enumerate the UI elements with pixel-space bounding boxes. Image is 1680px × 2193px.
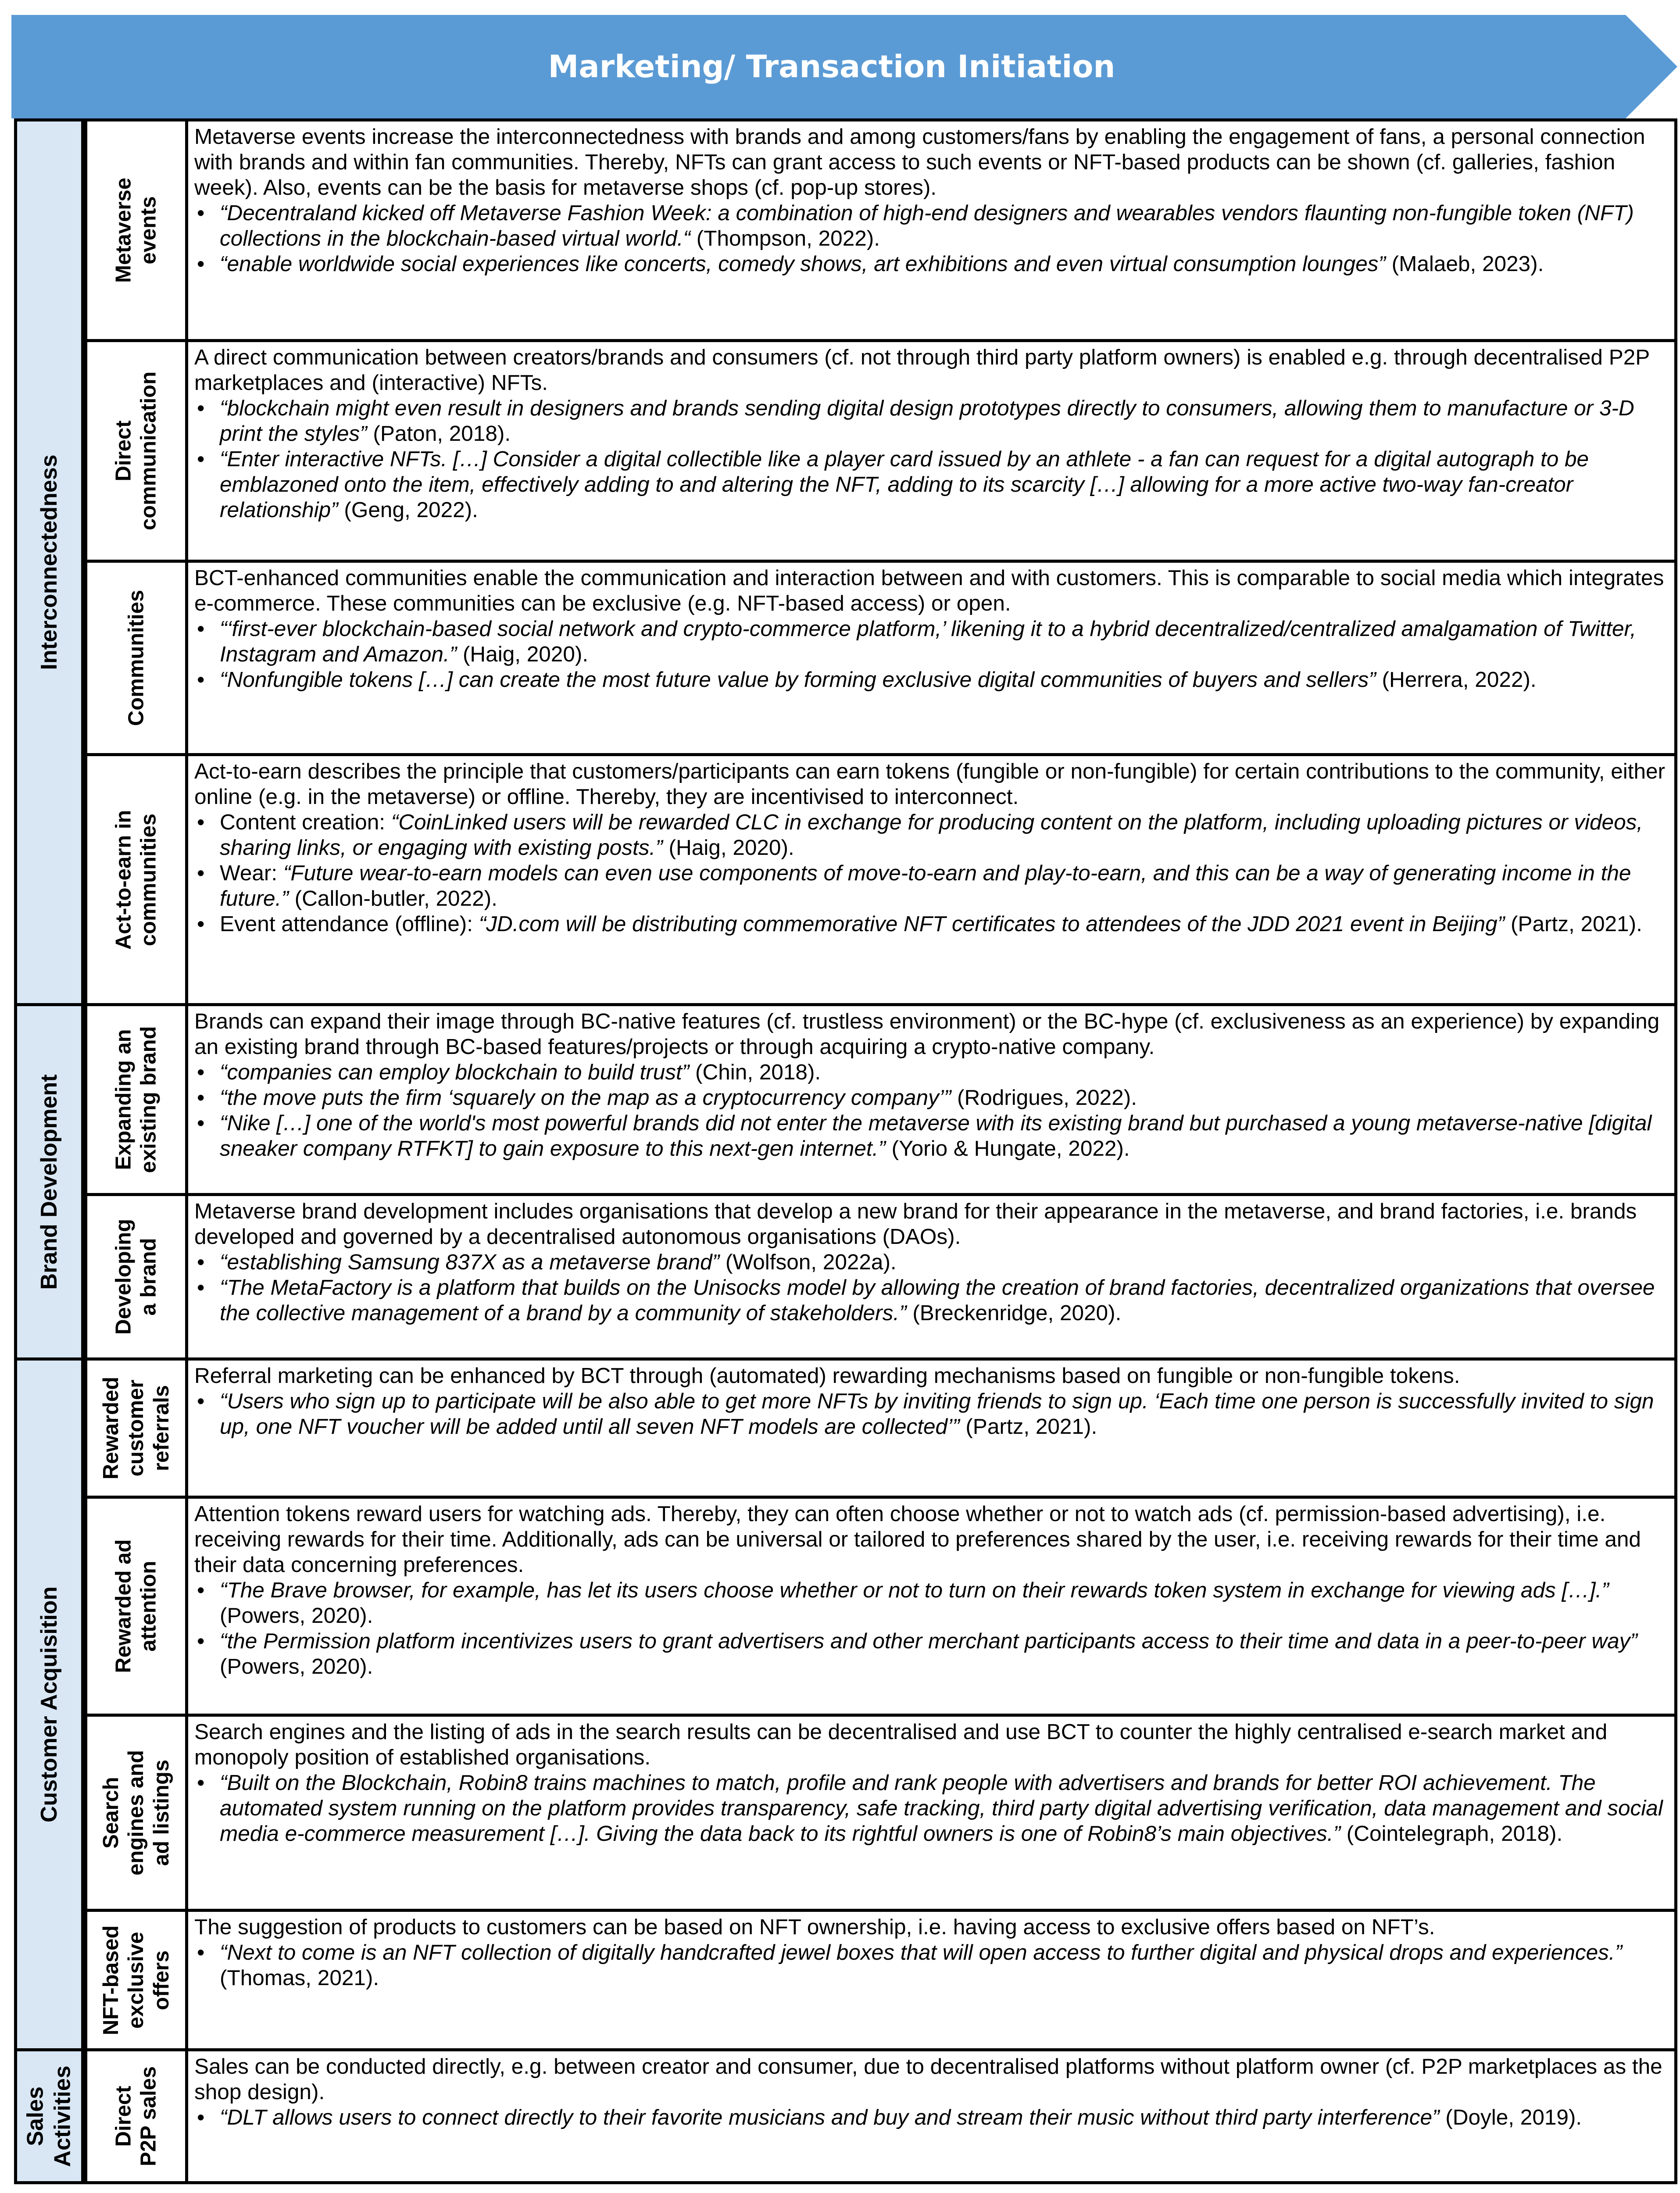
subcategory-cell: [84, 1003, 188, 1196]
table-row-rewarded-referrals: [84, 1357, 1677, 1499]
quote-list: [194, 396, 1668, 523]
description-cell: [185, 118, 1677, 342]
list-item: • “Next to come is an NFT collection of digitally handcrafted jewel boxes that will open access to further digital and physical drops and experiences.” (Thomas, 2021).: [220, 1940, 1668, 1991]
subcategory-cell: [84, 2048, 188, 2184]
list-item: • “Nike […] one of the world's most powerful brands did not enter the metaverse with its existing brand but purchased a young metaverse-native [digital sneaker company RTFKT] to gain exposure to this next-gen internet.” (Yorio & Hungate, 2022).: [220, 1111, 1668, 1161]
subcategory-cell: [84, 1714, 188, 1912]
list-item: • “The Brave browser, for example, has let its users choose whether or not to turn on their rewards token system in exchange for viewing ads […].” (Powers, 2020).: [220, 1578, 1668, 1629]
category-label: Customer Acquisition: [36, 1586, 62, 1823]
table-row-nft-exclusive-offers: [84, 1909, 1677, 2051]
quote-list: [194, 616, 1668, 693]
subcategory-cell: [84, 1909, 188, 2051]
table-row-metaverse-events: [84, 118, 1677, 342]
quote-list: [194, 1060, 1668, 1161]
list-item: • “Built on the Blockchain, Robin8 trains machines to match, profile and rank people with advertisers and brands for better ROI achievement. The automated system running on the platform provides transparency, safe tracking, third party digital advertising verification, data management and social media e-commerce measurement […]. Giving the data back to its rightful owners is one of Robin8’s main objectives.” (Cointelegraph, 2018).: [220, 1770, 1668, 1847]
subcategory-label: Act-to-earn in communities: [111, 810, 161, 950]
subcategory-cell: [84, 1357, 188, 1499]
description-text: A direct communication between creators/brands and consumers (cf. not through third party platform owners) is enabled e.g. through decentralised P2P marketplaces and (interactive) NFTs.: [194, 345, 1650, 395]
list-item: • Content creation: “CoinLinked users will be rewarded CLC in exchange for producing content on the platform, including uploading pictures or videos, sharing links, or engaging with existing posts.” (Haig, 2020).: [220, 810, 1668, 861]
list-item: • “establishing Samsung 837X as a metaverse brand” (Wolfson, 2022a).: [220, 1250, 1668, 1275]
table-row-act-to-earn: [84, 753, 1677, 1006]
category-label: Interconnectedness: [36, 454, 62, 670]
description-text: BCT-enhanced communities enable the communication and interaction between and with customers. This is comparable to social media which integrates e-commerce. These communities can be exclusive (e.g. NFT-based access) or open.: [194, 566, 1664, 615]
table-row-communities: [84, 560, 1677, 756]
category-interconnectedness: [14, 118, 84, 1006]
subcategory-label: Search engines and ad listings: [99, 1750, 173, 1875]
description-cell: [185, 1003, 1677, 1196]
table-row-rewarded-ad-attention: [84, 1496, 1677, 1717]
description-text: The suggestion of products to customers can be based on NFT ownership, i.e. having access to exclusive offers based on NFT’s.: [194, 1915, 1435, 1939]
description-text: Metaverse brand development includes organisations that develop a new brand for their appearance in the metaverse, and brand factories, i.e. brands developed and governed by a decentralised autonomous organisations (DAOs).: [194, 1199, 1637, 1249]
subcategory-label: NFT-based exclusive offers: [99, 1925, 173, 2035]
subcategory-label: Developing a brand: [111, 1218, 161, 1335]
table-row-search-engines: [84, 1714, 1677, 1912]
list-item: • Event attendance (offline): “JD.com will be distributing commemorative NFT certificates to attendees of the JDD 2021 event in Beijing” (Partz, 2021).: [220, 911, 1668, 937]
description-text: Referral marketing can be enhanced by BCT through (automated) rewarding mechanisms based on fungible or non-fungible tokens.: [194, 1364, 1460, 1388]
list-item: • “companies can employ blockchain to build trust” (Chin, 2018).: [220, 1060, 1668, 1085]
subcategory-label: Direct P2P sales: [111, 2066, 161, 2166]
quote-list: [194, 2105, 1668, 2130]
list-item: • “enable worldwide social experiences like concerts, comedy shows, art exhibitions and even virtual consumption lounges” (Malaeb, 2023).: [220, 251, 1668, 277]
table-row-direct-communication: [84, 339, 1677, 563]
subcategory-label: Direct communication: [111, 371, 161, 531]
description-cell: [185, 1193, 1677, 1361]
table-row-direct-p2p-sales: [84, 2048, 1677, 2184]
subcategory-cell: [84, 118, 188, 342]
category-column: [14, 118, 84, 2184]
description-cell: [185, 560, 1677, 756]
description-text: Act-to-earn describes the principle that customers/participants can earn tokens (fungible or non-fungible) for certain contributions to the community, either online (e.g. in the metaverse) or offline. Thereby, they are incentivised to interconnect.: [194, 759, 1666, 809]
description-cell: [185, 2048, 1677, 2184]
description-cell: [185, 1714, 1677, 1912]
description-cell: [185, 753, 1677, 1006]
list-item: • “Users who sign up to participate will be also able to get more NFTs by inviting friends to sign up. ‘Each time one person is successfully invited to sign up, one NFT voucher will be added until all seven NFT models are collected’” (Partz, 2021).: [220, 1389, 1668, 1439]
list-item: • “‘first-ever blockchain-based social network and crypto-commerce platform,’ likening it to a hybrid decentralized/centralized amalgamation of Twitter, Instagram and Amazon.” (Haig, 2020).: [220, 616, 1668, 667]
description-cell: [185, 1909, 1677, 2051]
subcategory-cell: [84, 560, 188, 756]
category-customer-acquisition: [14, 1357, 84, 2051]
description-text: Attention tokens reward users for watching ads. Thereby, they can often choose whether or not to watch ads (cf. permission-based advertising), i.e. receiving rewards for their time. Additionally, ads can be universal or tailored to preferences shared by the user, i.e. receiving rewards for their time and their data concerning preferences.: [194, 1502, 1641, 1577]
quote-list: [194, 1578, 1668, 1679]
category-label: Brand Development: [36, 1074, 62, 1290]
category-sales-activities: [14, 2048, 84, 2184]
list-item: • “The MetaFactory is a platform that builds on the Unisocks model by allowing the creation of brand factories, decentralized organizations that oversee the collective management of a brand by a community of stakeholders.” (Breckenridge, 2020).: [220, 1275, 1668, 1326]
table-row-developing-brand: [84, 1193, 1677, 1361]
quote-list: [194, 1770, 1668, 1847]
page-title: Marketing/ Transaction Initiation: [548, 49, 1115, 85]
subcategory-cell: [84, 339, 188, 563]
list-item: • “the Permission platform incentivizes users to grant advertisers and other merchant participants access to their time and data in a peer-to-peer way” (Powers, 2020).: [220, 1629, 1668, 1679]
subcategory-cell: [84, 1193, 188, 1361]
quote-list: [194, 1389, 1668, 1439]
category-brand-development: [14, 1003, 84, 1361]
subcategory-label: Metaverse events: [111, 178, 161, 283]
list-item: • Wear: “Future wear-to-earn models can even use components of move-to-earn and play-to-earn, and this can be a way of generating income in the future.” (Callon-butler, 2022).: [220, 861, 1668, 911]
description-text: Search engines and the listing of ads in the search results can be decentralised and use BCT to counter the highly centralised e-search market and monopoly position of established organisations.: [194, 1720, 1608, 1769]
description-text: Sales can be conducted directly, e.g. between creator and consumer, due to decentralised platforms without platform owner (cf. P2P marketplaces as the shop design).: [194, 2054, 1662, 2104]
quote-list: [194, 1940, 1668, 1991]
category-label: Sales Activities: [22, 2065, 75, 2167]
subcategory-label: Rewarded ad attention: [111, 1539, 161, 1673]
quote-list: [194, 200, 1668, 277]
description-cell: [185, 1357, 1677, 1499]
subcategory-label: Expanding an existing brand: [111, 1026, 161, 1173]
subcategory-cell: [84, 753, 188, 1006]
content-table: [84, 118, 1677, 2184]
table-row-expanding-brand: [84, 1003, 1677, 1196]
description-cell: [185, 339, 1677, 563]
quote-list: [194, 1250, 1668, 1326]
list-item: • “Nonfungible tokens […] can create the most future value by forming exclusive digital communities of buyers and sellers” (Herrera, 2022).: [220, 667, 1668, 693]
description-cell: [185, 1496, 1677, 1717]
quote-list: [194, 810, 1668, 937]
header-banner: [11, 15, 1677, 118]
description-text: Metaverse events increase the interconnectedness with brands and among customers/fans by enabling the engagement of fans, a personal connection with brands and within fan communities. Thereby, NFTs can grant access to such events or NFT-based products can be shown (cf. galleries, fashion week). Also, events can be the basis for metaverse shops (cf. pop-up stores).: [194, 125, 1645, 200]
subcategory-label: Communities: [124, 589, 148, 726]
description-text: Brands can expand their image through BC-native features (cf. trustless environment) or the BC-hype (cf. exclusiveness as an experience) by expanding an existing brand through BC-based features/projects or through acquiring a crypto-native company.: [194, 1009, 1660, 1059]
subcategory-label: Rewarded customer referrals: [99, 1376, 173, 1480]
list-item: • “Decentraland kicked off Metaverse Fashion Week: a combination of high-end designers and wearables vendors flaunting non-fungible token (NFT) collections in the blockchain-based virtual world.“ (Thompson, 2022).: [220, 200, 1668, 251]
list-item: • “DLT allows users to connect directly to their favorite musicians and buy and stream their music without third party interference” (Doyle, 2019).: [220, 2105, 1668, 2130]
list-item: • “Enter interactive NFTs. […] Consider a digital collectible like a player card issued by an athlete - a fan can request for a digital autograph to be emblazoned onto the item, effectively adding to and altering the NFT, adding to its scarcity […] allowing for a more active two-way fan-creator relationship” (Geng, 2022).: [220, 446, 1668, 523]
list-item: • “the move puts the firm ‘squarely on the map as a cryptocurrency company’” (Rodrigues, 2022).: [220, 1085, 1668, 1111]
list-item: • “blockchain might even result in designers and brands sending digital design prototypes directly to consumers, allowing them to manufacture or 3-D print the styles” (Paton, 2018).: [220, 396, 1668, 446]
subcategory-cell: [84, 1496, 188, 1717]
